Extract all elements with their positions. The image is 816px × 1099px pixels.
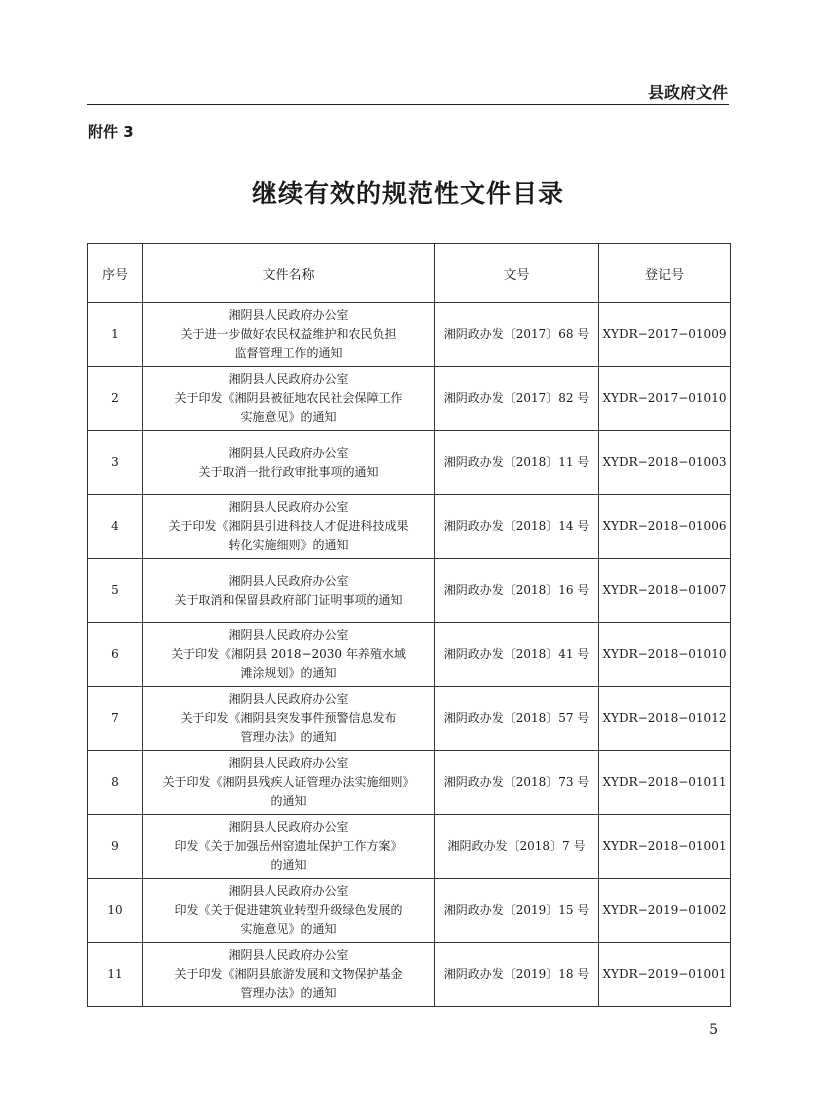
page-number: 5: [709, 1022, 718, 1038]
table-row: [88, 751, 731, 815]
file-name-line: 关于印发《湘阴县被征地农民社会保障工作: [174, 391, 403, 405]
row-file-name: [143, 623, 435, 687]
file-name-line: 的通知: [270, 794, 307, 808]
file-name-line: 湘阴县人民政府办公室: [228, 948, 349, 962]
row-document-number: 湘阴政办发〔2018〕57 号: [435, 687, 599, 751]
row-document-number: 湘阴政办发〔2018〕14 号: [435, 495, 599, 559]
row-registration-number: XYDR−2018−01010: [599, 623, 731, 687]
row-file-name: [143, 815, 435, 879]
row-serial-number: 11: [88, 943, 143, 1007]
row-serial-number: 2: [88, 367, 143, 431]
row-serial-number: 6: [88, 623, 143, 687]
running-header-title: 县政府文件: [647, 83, 728, 102]
file-name-line: 湘阴县人民政府办公室: [228, 372, 349, 386]
row-document-number: 湘阴政办发〔2018〕41 号: [435, 623, 599, 687]
table-row: [88, 879, 731, 943]
file-name-line: 印发《关于促进建筑业转型升级绿色发展的: [174, 903, 403, 917]
file-name-line: 湘阴县人民政府办公室: [228, 820, 349, 834]
file-name-line: 湘阴县人民政府办公室: [228, 756, 349, 770]
row-registration-number: XYDR−2018−01011: [599, 751, 731, 815]
row-document-number: 湘阴政办发〔2018〕73 号: [435, 751, 599, 815]
row-serial-number: 5: [88, 559, 143, 623]
file-name-line: 管理办法》的通知: [240, 730, 337, 744]
table-row: [88, 431, 731, 495]
row-registration-number: XYDR−2018−01007: [599, 559, 731, 623]
row-file-name: [143, 879, 435, 943]
file-name-line: 湘阴县人民政府办公室: [228, 500, 349, 514]
file-name-line: 印发《关于加强岳州窑遗址保护工作方案》: [174, 839, 403, 853]
file-name-line: 关于印发《湘阴县旅游发展和文物保护基金: [174, 967, 403, 981]
table-row: [88, 623, 731, 687]
column-header-file-name: 文件名称: [143, 244, 435, 303]
table-row: [88, 367, 731, 431]
column-header-document-number: 文号: [435, 244, 599, 303]
file-name-line: 管理办法》的通知: [240, 986, 337, 1000]
column-header-serial: 序号: [88, 244, 143, 303]
file-name-line: 的通知: [270, 858, 307, 872]
file-name-line: 关于印发《湘阴县残疾人证管理办法实施细则》: [162, 775, 415, 789]
row-serial-number: 7: [88, 687, 143, 751]
file-name-line: 关于印发《湘阴县引进科技人才促进科技成果: [168, 519, 409, 533]
row-serial-number: 3: [88, 431, 143, 495]
file-name-line: 关于取消和保留县政府部门证明事项的通知: [174, 592, 403, 607]
table-row: [88, 559, 731, 623]
column-header-registration-number: 登记号: [599, 244, 731, 303]
file-name-line: 实施意见》的通知: [240, 922, 337, 936]
file-name-line: 转化实施细则》的通知: [228, 538, 349, 552]
file-name-line: 湘阴县人民政府办公室: [228, 573, 349, 588]
file-name-line: 湘阴县人民政府办公室: [228, 884, 349, 898]
row-file-name: [143, 303, 435, 367]
table-row: [88, 303, 731, 367]
header-divider: [87, 104, 729, 105]
row-registration-number: XYDR−2017−01009: [599, 303, 731, 367]
row-serial-number: 4: [88, 495, 143, 559]
row-registration-number: XYDR−2018−01012: [599, 687, 731, 751]
row-file-name: [143, 687, 435, 751]
row-document-number: 湘阴政办发〔2019〕18 号: [435, 943, 599, 1007]
file-name-line: 关于进一步做好农民权益维护和农民负担: [180, 327, 397, 341]
row-registration-number: XYDR−2018−01001: [599, 815, 731, 879]
table-header-row: [88, 244, 731, 303]
row-serial-number: 10: [88, 879, 143, 943]
file-name-line: 湘阴县人民政府办公室: [228, 445, 349, 460]
row-registration-number: XYDR−2018−01003: [599, 431, 731, 495]
file-name-line: 湘阴县人民政府办公室: [228, 692, 349, 706]
table-row: [88, 943, 731, 1007]
attachment-label: 附件 3: [88, 123, 134, 141]
row-document-number: 湘阴政办发〔2017〕82 号: [435, 367, 599, 431]
row-file-name: [143, 495, 435, 559]
table-row: [88, 687, 731, 751]
document-catalog-table: [87, 243, 731, 1007]
table-row: [88, 495, 731, 559]
row-file-name: [143, 751, 435, 815]
row-serial-number: 8: [88, 751, 143, 815]
row-registration-number: XYDR−2019−01002: [599, 879, 731, 943]
row-document-number: 湘阴政办发〔2017〕68 号: [435, 303, 599, 367]
row-document-number: 湘阴政办发〔2018〕7 号: [435, 815, 599, 879]
row-file-name: [143, 431, 435, 495]
row-file-name: [143, 367, 435, 431]
row-serial-number: 9: [88, 815, 143, 879]
row-document-number: 湘阴政办发〔2018〕16 号: [435, 559, 599, 623]
row-registration-number: XYDR−2017−01010: [599, 367, 731, 431]
row-registration-number: XYDR−2019−01001: [599, 943, 731, 1007]
table-row: [88, 815, 731, 879]
row-file-name: [143, 559, 435, 623]
row-file-name: [143, 943, 435, 1007]
row-document-number: 湘阴政办发〔2018〕11 号: [435, 431, 599, 495]
row-document-number: 湘阴政办发〔2019〕15 号: [435, 879, 599, 943]
file-name-line: 关于印发《湘阴县突发事件预警信息发布: [180, 711, 397, 725]
file-name-line: 滩涂规划》的通知: [240, 666, 337, 680]
file-name-line: 关于印发《湘阴县 2018−2030 年养殖水域: [171, 647, 406, 661]
row-serial-number: 1: [88, 303, 143, 367]
file-name-line: 湘阴县人民政府办公室: [228, 308, 349, 322]
row-registration-number: XYDR−2018−01006: [599, 495, 731, 559]
document-title: 继续有效的规范性文件目录: [251, 179, 564, 208]
file-name-line: 监督管理工作的通知: [234, 346, 343, 360]
file-name-line: 湘阴县人民政府办公室: [228, 628, 349, 642]
file-name-line: 实施意见》的通知: [240, 410, 337, 424]
file-name-line: 关于取消一批行政审批事项的通知: [198, 464, 379, 479]
